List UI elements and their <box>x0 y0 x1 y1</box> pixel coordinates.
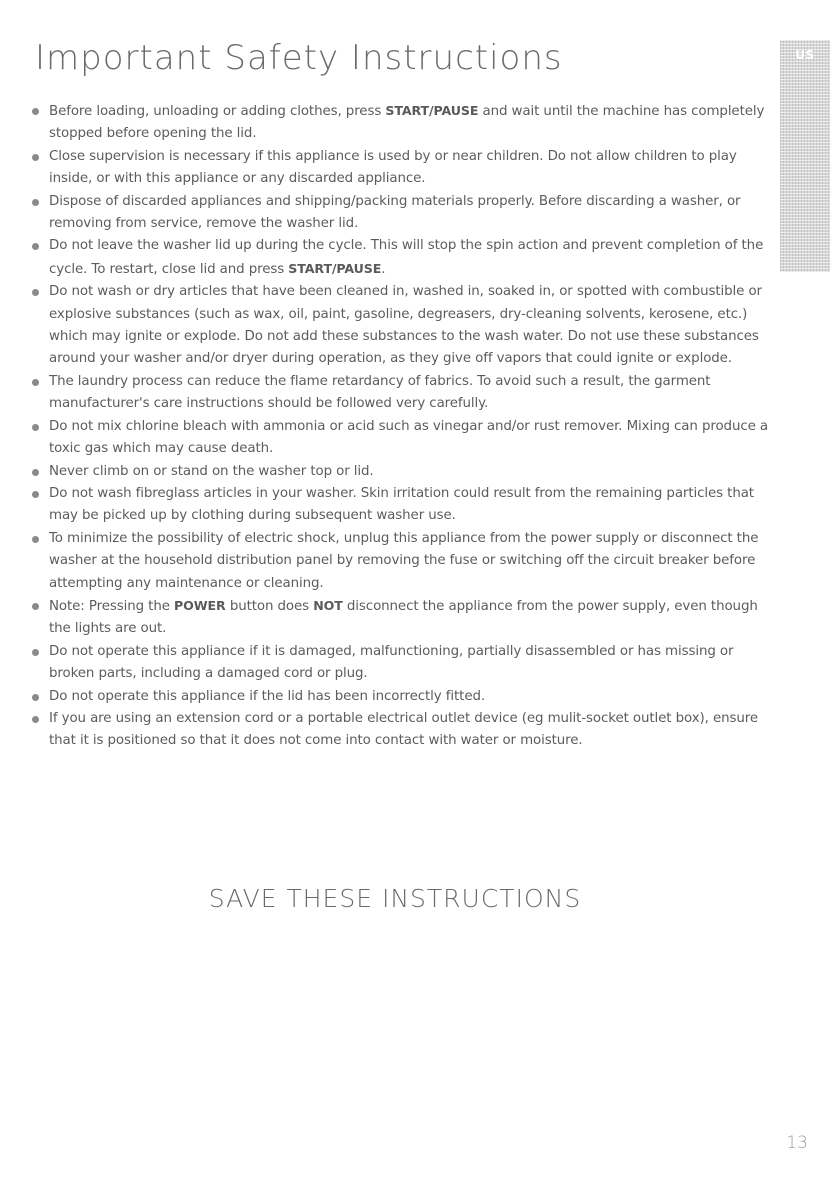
bullet-icon <box>32 289 39 296</box>
save-instructions-banner: SAVE THESE INSTRUCTIONS <box>208 884 582 913</box>
instruction-text: Before loading, unloading or adding clothes, press <box>49 104 386 119</box>
bullet-icon <box>32 243 39 250</box>
instruction-text: Do not operate this appliance if the lid has been incorrectly fitted. <box>49 688 486 704</box>
bullet-icon <box>32 536 39 543</box>
bullet-icon <box>32 469 39 476</box>
bullet-icon <box>32 424 39 431</box>
instruction-text: button does <box>225 598 314 614</box>
instruction-text: Never climb on or stand on the washer top or lid. <box>49 463 374 479</box>
instruction-item <box>32 146 772 191</box>
side-tab <box>780 40 830 272</box>
instruction-item <box>32 416 772 461</box>
bullet-icon <box>32 108 39 115</box>
instruction-text: Close supervision is necessary if this appliance is used by or near children. Do not allow children to play inside, or with this appliance or any discarded appliance. <box>49 148 737 187</box>
instruction-text: Do not leave the washer lid up during the cycle. This will stop the spin action and prevent completion of the cycle. To restart, close lid and press <box>49 238 764 277</box>
instruction-text: Do not wash fibreglass articles in your washer. Skin irritation could result from the remaining particles that may be picked up by clothing during subsequent washer use. <box>49 485 754 524</box>
bullet-icon <box>32 199 39 206</box>
instruction-text: Dispose of discarded appliances and shipping/packing materials properly. Before discarding a washer, or removing from service, remove the washer lid. <box>49 193 741 232</box>
instruction-item <box>32 461 772 483</box>
instruction-text: Do not operate this appliance if it is damaged, malfunctioning, partially disassembled or has missing or broken parts, including a damaged cord or plug. <box>49 643 734 682</box>
bullet-icon <box>32 379 39 386</box>
instruction-item <box>32 235 772 281</box>
instruction-text: Note: Pressing the <box>49 598 175 614</box>
bullet-icon <box>32 649 39 656</box>
instruction-list <box>32 100 772 753</box>
page-number: 13 <box>786 1133 808 1153</box>
instruction-item <box>32 281 772 371</box>
instruction-item <box>32 641 772 686</box>
instruction-text: The laundry process can reduce the flame retardancy of fabrics. To avoid such a result, the garment manufacturer's care instructions should be followed very carefully. <box>49 373 711 412</box>
instruction-item <box>32 483 772 528</box>
instruction-item <box>32 371 772 416</box>
bullet-icon <box>32 716 39 723</box>
instruction-text: Do not wash or dry articles that have been cleaned in, washed in, soaked in, or spotted with combustible or explosive substances (such as wax, oil, paint, gasoline, degreasers, dry-cleaning solvents, kerosene, etc.) which may ignite or explode. Do not add these substances to the wash water. Do not use these substances around your washer and/or dryer during operation, as they give off vapors that could ignite or explode. <box>49 284 762 367</box>
keyword-text: START/PAUSE <box>288 260 382 276</box>
bullet-icon <box>32 491 39 498</box>
instruction-text: To minimize the possibility of electric shock, unplug this appliance from the power supply or disconnect the washer at the household distribution panel by removing the fuse or switching off the circuit breaker before attempting any maintenance or cleaning. <box>49 530 759 591</box>
side-tab-label: US <box>795 48 815 62</box>
bullet-icon <box>32 694 39 701</box>
instruction-item <box>32 100 772 146</box>
bullet-icon <box>32 154 39 161</box>
instruction-item <box>32 528 772 595</box>
instruction-text: If you are using an extension cord or a portable electrical outlet device (eg mulit-socket outlet box), ensure that it is positioned so that it does not come into contact with water or moisture. <box>49 710 758 749</box>
instruction-text: . <box>381 261 386 277</box>
instruction-item <box>32 708 772 753</box>
keyword-text: NOT <box>313 597 343 613</box>
keyword-text: POWER <box>174 597 226 613</box>
instruction-item <box>32 595 772 641</box>
bullet-icon <box>32 603 39 610</box>
instruction-text: disconnect the appliance from the power supply, even though the lights are out. <box>49 598 758 637</box>
page-title: Important Safety Instructions <box>35 38 563 78</box>
instruction-item <box>32 191 772 236</box>
instruction-text: and wait until the machine has completely stopped before opening the lid. <box>49 104 765 142</box>
keyword-text: START/PAUSE <box>385 103 479 118</box>
instruction-item <box>32 686 772 708</box>
instruction-text: Do not mix chlorine bleach with ammonia or acid such as vinegar and/or rust remover. Mixing can produce a toxic gas which may cause death. <box>49 418 768 457</box>
